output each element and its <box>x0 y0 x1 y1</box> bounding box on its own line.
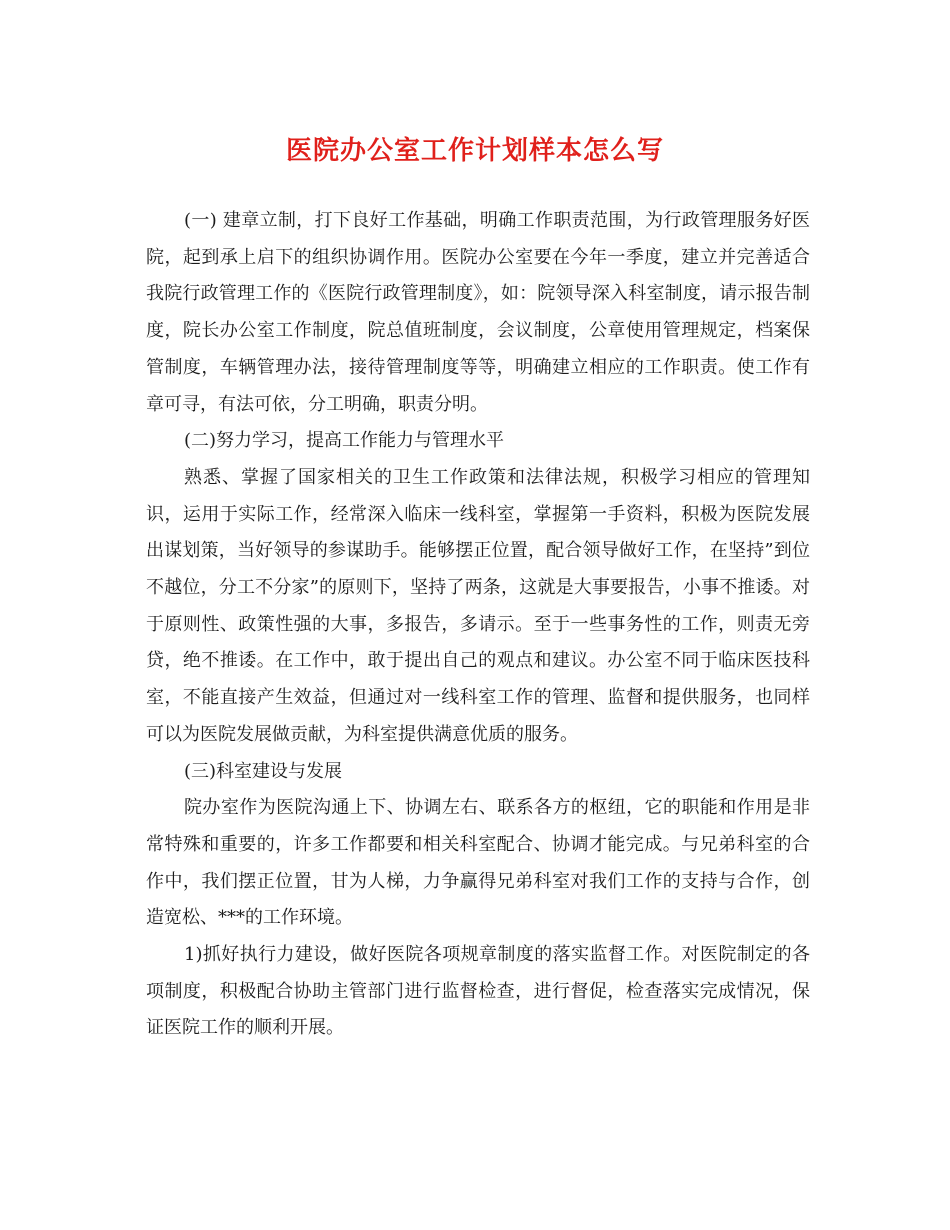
paragraph-study: 熟悉、掌握了国家相关的卫生工作政策和法律法规，积极学习相应的管理知识，运用于实际工作，经常深入临床一线科室，掌握第一手资料，积极为医院发展出谋划策，当好领导的参谋助手。能够摆正位置，配合领导做好工作，在坚持”到位不越位，分工不分家”的原则下，坚持了两条，这就是大事要报告，小事不推诿。对于原则性、政策性强的大事，多报告，多请示。至于一些事务性的工作，则责无旁贷，绝不推诿。在工作中，敢于提出自己的观点和建议。办公室不同于临床医技科室，不能直接产生效益，但通过对一线科室工作的管理、监督和提供服务，也同样可以为医院发展做贡献，为科室提供满意优质的服务。 <box>146 466 810 745</box>
paragraph-department: 院办室作为医院沟通上下、协调左右、联系各方的枢纽，它的职能和作用是非常特殊和重要的，许多工作都要和相关科室配合、协调才能完成。与兄弟科室的合作中，我们摆正位置，甘为人梯，力争赢得兄弟科室对我们工作的支持与合作，创造宽松、***的工作环境。 <box>146 797 810 929</box>
paragraph-execution: 1)抓好执行力建设，做好医院各项规章制度的落实监督工作。对医院制定的各项制度，积极配合协助主管部门进行监督检查，进行督促，检查落实完成情况，保证医院工作的顺利开展。 <box>146 944 810 1039</box>
section-heading-department: (三)科室建设与发展 <box>184 760 343 782</box>
document-title: 医院办公室工作计划样本怎么写 <box>285 136 664 166</box>
section-heading-study: (二)努力学习，提高工作能力与管理水平 <box>184 430 505 452</box>
document-body <box>146 203 810 1047</box>
paragraph-establish-rules: (一) 建章立制，打下良好工作基础，明确工作职责范围，为行政管理服务好医院，起到承上启下的组织协调作用。医院办公室要在今年一季度，建立并完善适合我院行政管理工作的《医院行政管理制度》，如：院领导深入科室制度，请示报告制度，院长办公室工作制度，院总值班制度，会议制度，公章使用管理规定，档案保管制度，车辆管理办法，接待管理制度等等，明确建立相应的工作职责。使工作有章可寻，有法可依，分工明确，职责分明。 <box>146 210 810 415</box>
